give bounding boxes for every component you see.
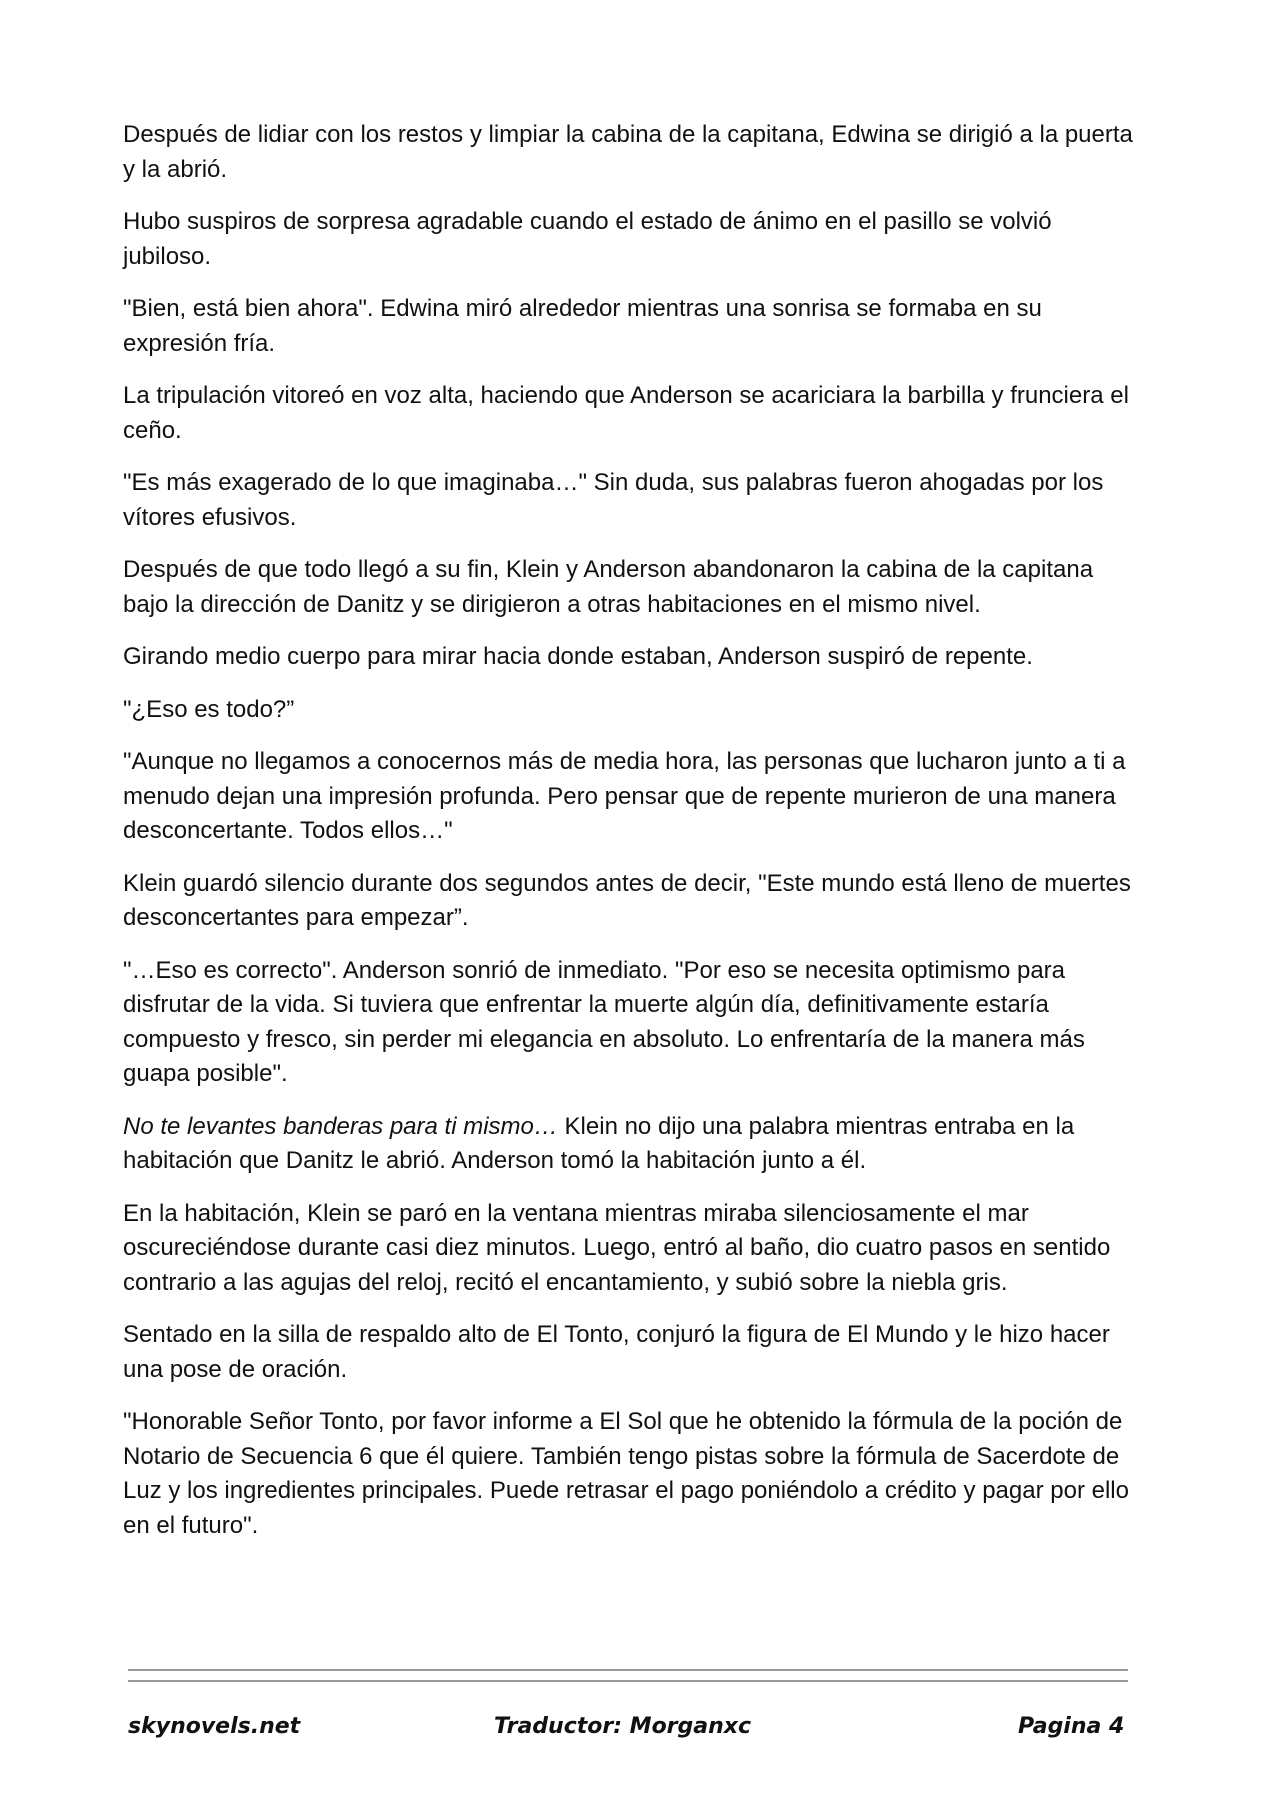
paragraph: Después de lidiar con los restos y limpiar la cabina de la capitana, Edwina se dirigió a la puerta y la abrió. bbox=[123, 121, 1133, 183]
paragraph: "Bien, está bien ahora". Edwina miró alrededor mientras una sonrisa se formaba en su expresión fría. bbox=[123, 295, 1042, 357]
paragraph: "Aunque no llegamos a conocernos más de media hora, las personas que lucharon junto a ti a menudo dejan una impresión profunda. Pero pensar que de repente murieron de una manera desconcertante. Todos ellos…" bbox=[123, 748, 1126, 844]
paragraph: Girando medio cuerpo para mirar hacia donde estaban, Anderson suspiró de repente. bbox=[123, 643, 1033, 670]
footer-site: skynovels.net bbox=[128, 1714, 301, 1739]
paragraph: Hubo suspiros de sorpresa agradable cuando el estado de ánimo en el pasillo se volvió jubiloso. bbox=[123, 208, 1052, 270]
paragraph: En la habitación, Klein se paró en la ventana mientras miraba silenciosamente el mar oscureciéndose durante casi diez minutos. Luego, entró al baño, dio cuatro pasos en sentido contrario a las agujas del reloj, recitó el encantamiento, y subió sobre la niebla gris. bbox=[123, 1199, 1111, 1296]
paragraph: Klein guardó silencio durante dos segundos antes de decir, "Este mundo está lleno de muertes desconcertantes para empezar”. bbox=[123, 869, 1131, 931]
paragraph: "¿Eso es todo?” bbox=[123, 695, 295, 723]
paragraph: "…Eso es correcto". Anderson sonrió de inmediato. "Por eso se necesita optimismo para disfrutar de la vida. Si tuviera que enfrentar la muerte algún día, definitivamente estaría compuesto y fresco, sin perder mi elegancia en absoluto. Lo enfrentaría de la manera más guapa posible". bbox=[123, 956, 1085, 1087]
footer-translator: Traductor: Morganxc bbox=[494, 1714, 752, 1739]
paragraph-rest: Klein no dijo una palabra mientras entraba en la habitación que Danitz le abrió. Anderson tomó la habitación junto a él. bbox=[123, 1112, 1075, 1174]
paragraph: La tripulación vitoreó en voz alta, haciendo que Anderson se acariciara la barbilla y frunciera el ceño. bbox=[123, 382, 1129, 444]
paragraph: Después de que todo llegó a su fin, Klein y Anderson abandonaron la cabina de la capitana bajo la dirección de Danitz y se dirigieron a otras habitaciones en el mismo nivel. bbox=[123, 556, 1094, 618]
footer-page-number: Pagina 4 bbox=[1018, 1714, 1125, 1739]
footer-divider-top bbox=[128, 1669, 1128, 1671]
paragraph-with-italic bbox=[123, 1110, 1133, 1179]
paragraph: "Es más exagerado de lo que imaginaba…" Sin duda, sus palabras fueron ahogadas por los vítores efusivos. bbox=[123, 469, 1104, 531]
paragraph: "Honorable Señor Tonto, por favor informe a El Sol que he obtenido la fórmula de la poción de Notario de Secuencia 6 que él quiere. También tengo pistas sobre la fórmula de Sacerdote de Luz y los ingredientes principales. Puede retrasar el pago poniéndolo a crédito y pagar por ello en el futuro". bbox=[123, 1408, 1129, 1539]
italic-thought: No te levantes banderas para ti mismo… bbox=[123, 1112, 558, 1140]
document-body bbox=[123, 118, 1133, 1561]
paragraph: Sentado en la silla de respaldo alto de El Tonto, conjuró la figura de El Mundo y le hizo hacer una pose de oración. bbox=[123, 1321, 1110, 1383]
footer-divider-bottom bbox=[128, 1680, 1128, 1682]
